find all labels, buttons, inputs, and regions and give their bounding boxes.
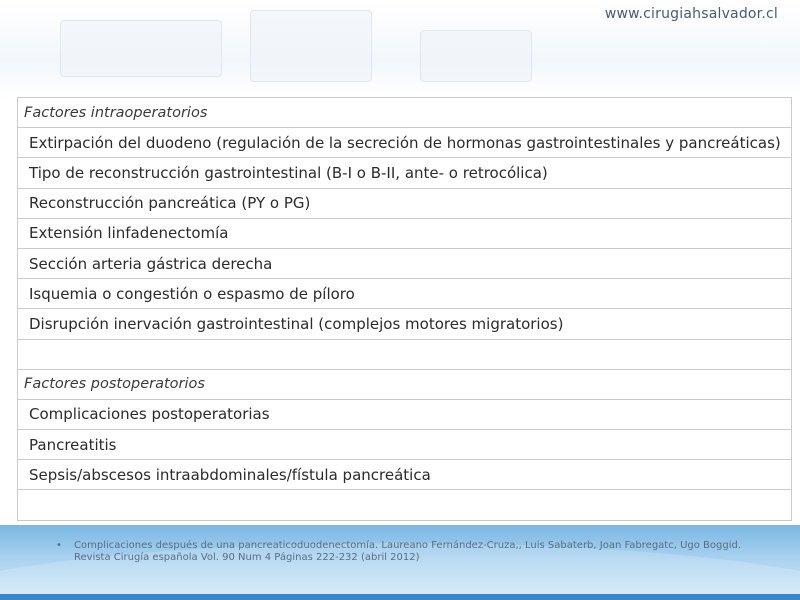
header-decoration — [60, 20, 222, 77]
footer-stripe — [0, 594, 800, 600]
factor-item: Pancreatitis — [18, 430, 792, 460]
factors-table-body — [18, 98, 792, 521]
empty-row — [18, 490, 792, 520]
reference-citation — [56, 540, 776, 564]
factors-table — [17, 97, 792, 521]
table-row — [18, 279, 792, 309]
table-row — [18, 218, 792, 248]
table-panel — [12, 93, 795, 525]
reference-line-1: Complicaciones después de una pancreaticoduodenectomía. Laureano Fernández-Cruza,, Luis Sabaterb, Joan Fabregatc, Ugo Boggid. — [74, 540, 742, 551]
table-row — [18, 399, 792, 429]
table-row — [18, 460, 792, 490]
table-row — [18, 248, 792, 278]
table-row — [18, 128, 792, 158]
site-url: www.cirugiahsalvador.cl — [604, 6, 778, 22]
header-decoration — [420, 30, 532, 82]
reference-text — [74, 540, 776, 564]
factor-item: Sección arteria gástrica derecha — [18, 248, 792, 278]
factor-item: Extirpación del duodeno (regulación de la secreción de hormonas gastrointestinales y pancreáticas) — [18, 128, 792, 158]
section-heading: Factores intraoperatorios — [18, 98, 792, 128]
factor-item: Complicaciones postoperatorias — [18, 399, 792, 429]
section-heading: Factores postoperatorios — [18, 369, 792, 399]
factor-item: Extensión linfadenectomía — [18, 218, 792, 248]
table-row — [18, 430, 792, 460]
table-row — [18, 309, 792, 339]
factor-item: Reconstrucción pancreática (PY o PG) — [18, 188, 792, 218]
section-heading-row — [18, 98, 792, 128]
factor-item: Tipo de reconstrucción gastrointestinal (B-I o B-II, ante- o retrocólica) — [18, 158, 792, 188]
reference-line-2: Revista Cirugía española Vol. 90 Num 4 Páginas 222-232 (abril 2012) — [74, 552, 420, 563]
factor-item: Sepsis/abscesos intraabdominales/fístula pancreática — [18, 460, 792, 490]
section-heading-row — [18, 369, 792, 399]
bullet-icon: • — [56, 540, 62, 551]
table-row — [18, 188, 792, 218]
header-decoration — [250, 10, 372, 82]
table-row — [18, 158, 792, 188]
factor-item: Isquemia o congestión o espasmo de píloro — [18, 279, 792, 309]
empty-row — [18, 339, 792, 369]
empty-cell — [18, 339, 792, 369]
factor-item: Disrupción inervación gastrointestinal (complejos motores migratorios) — [18, 309, 792, 339]
empty-cell — [18, 490, 792, 520]
